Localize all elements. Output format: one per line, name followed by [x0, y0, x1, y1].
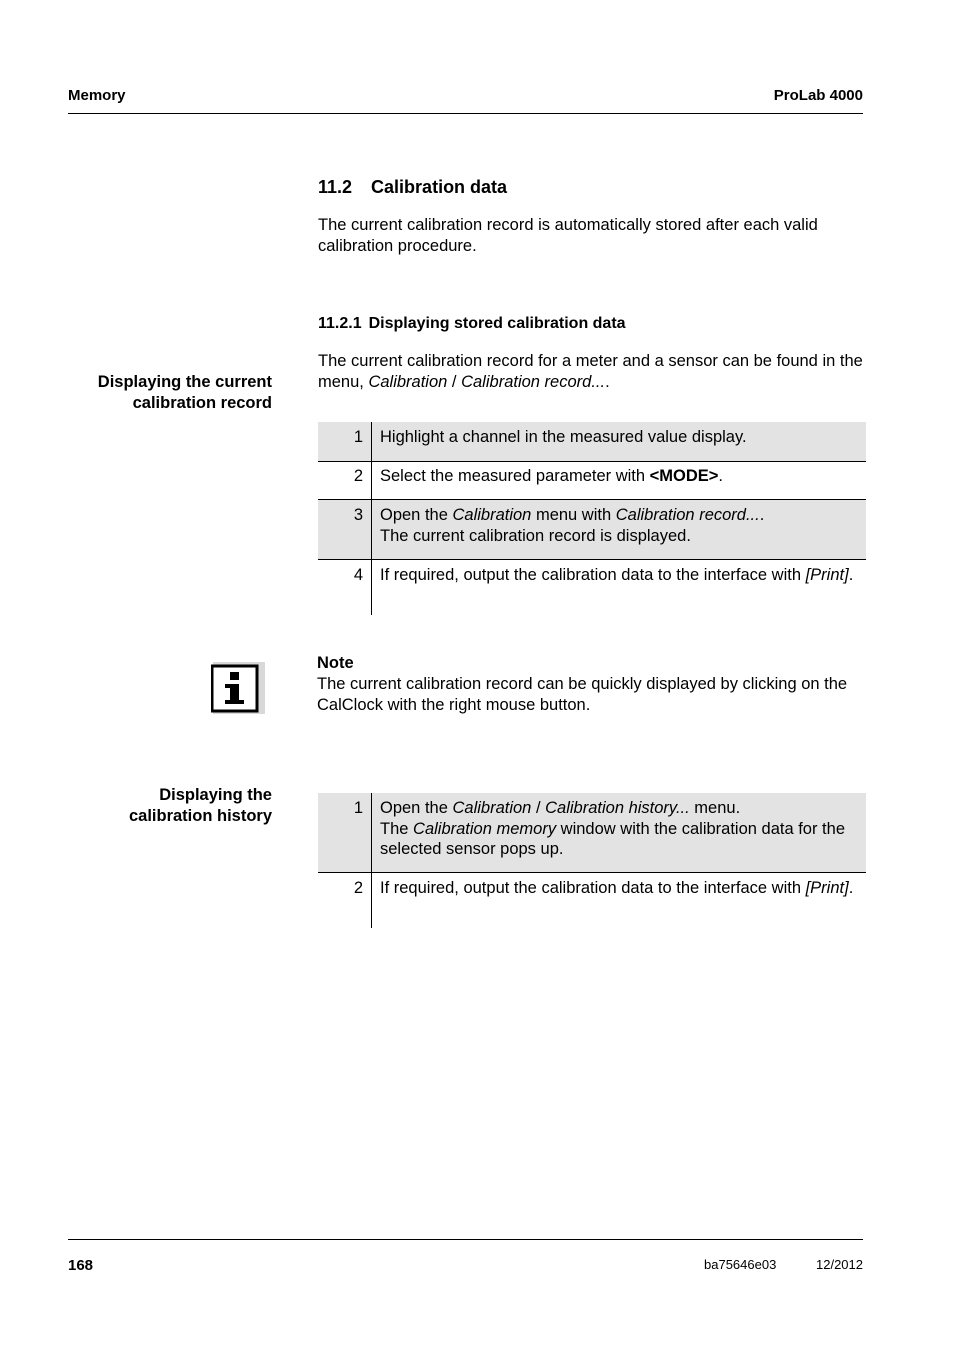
intro-paragraph: The current calibration record is automatically stored after each valid calibration procedure. — [318, 216, 818, 255]
side-heading-line: Displaying the current — [97, 373, 272, 391]
step-number: 1 — [318, 793, 372, 873]
footer-rule — [68, 1239, 863, 1240]
note-block — [317, 653, 865, 716]
running-header-left: Memory — [68, 87, 126, 104]
table-row — [318, 793, 866, 873]
header-rule — [68, 113, 863, 114]
menu-calibration-record: Calibration record... — [461, 373, 606, 391]
record-paragraph: The current calibration record for a meter and a sensor can be found in the menu, Calibration / Calibration record.... — [318, 352, 863, 391]
step-text: Open the Calibration menu with Calibration record.... The current calibration record is displayed. — [372, 500, 867, 560]
print-button-ref: [Print] — [805, 879, 849, 897]
step-text: If required, output the calibration data to the interface with [Print]. — [380, 566, 854, 584]
menu-calibration: Calibration — [368, 373, 448, 391]
print-button-ref: [Print] — [805, 566, 849, 584]
step-text: Select the measured parameter with <MODE>. — [372, 462, 867, 500]
document-date: 12/2012 — [816, 1257, 863, 1272]
subsection-title: Displaying stored calibration data — [368, 315, 626, 332]
table-row — [318, 560, 866, 616]
section-heading — [318, 177, 507, 198]
step-number: 2 — [318, 873, 372, 929]
document-number: ba75646e03 — [704, 1257, 777, 1272]
subsection-heading — [318, 315, 626, 333]
table-row — [318, 462, 866, 500]
section-title: Calibration data — [371, 177, 508, 197]
steps-table-current-record — [318, 422, 866, 615]
page-number: 168 — [68, 1257, 94, 1274]
side-heading-line: calibration history — [128, 807, 272, 825]
running-header-right: ProLab 4000 — [773, 87, 863, 104]
step-text: If required, output the calibration data to the interface with [Print]. — [380, 879, 854, 897]
side-heading-line: Displaying the — [159, 786, 272, 804]
step-number: 1 — [318, 422, 372, 462]
step-text: Open the Calibration / Calibration history... menu. The Calibration memory window with the calibration data for the selected sensor pops up. — [372, 793, 867, 873]
steps-table-calibration-history — [318, 793, 866, 928]
table-row — [318, 500, 866, 560]
step-number: 4 — [318, 560, 372, 616]
note-text: The current calibration record can be quickly displayed by clicking on the CalClock with the right mouse button. — [317, 675, 848, 714]
subsection-number: 11.2.1 — [318, 315, 362, 332]
table-row — [318, 422, 866, 462]
side-heading-current-record — [32, 372, 272, 414]
step-text: Highlight a channel in the measured value display. — [372, 422, 867, 462]
mode-key: <MODE> — [649, 467, 719, 485]
step-number: 2 — [318, 462, 372, 500]
step-number: 3 — [318, 500, 372, 560]
table-row — [318, 873, 866, 929]
side-heading-calibration-history — [32, 785, 272, 827]
section-number: 11.2 — [318, 177, 353, 197]
note-title: Note — [317, 654, 354, 672]
side-heading-line: calibration record — [132, 394, 272, 412]
info-icon — [211, 660, 265, 714]
